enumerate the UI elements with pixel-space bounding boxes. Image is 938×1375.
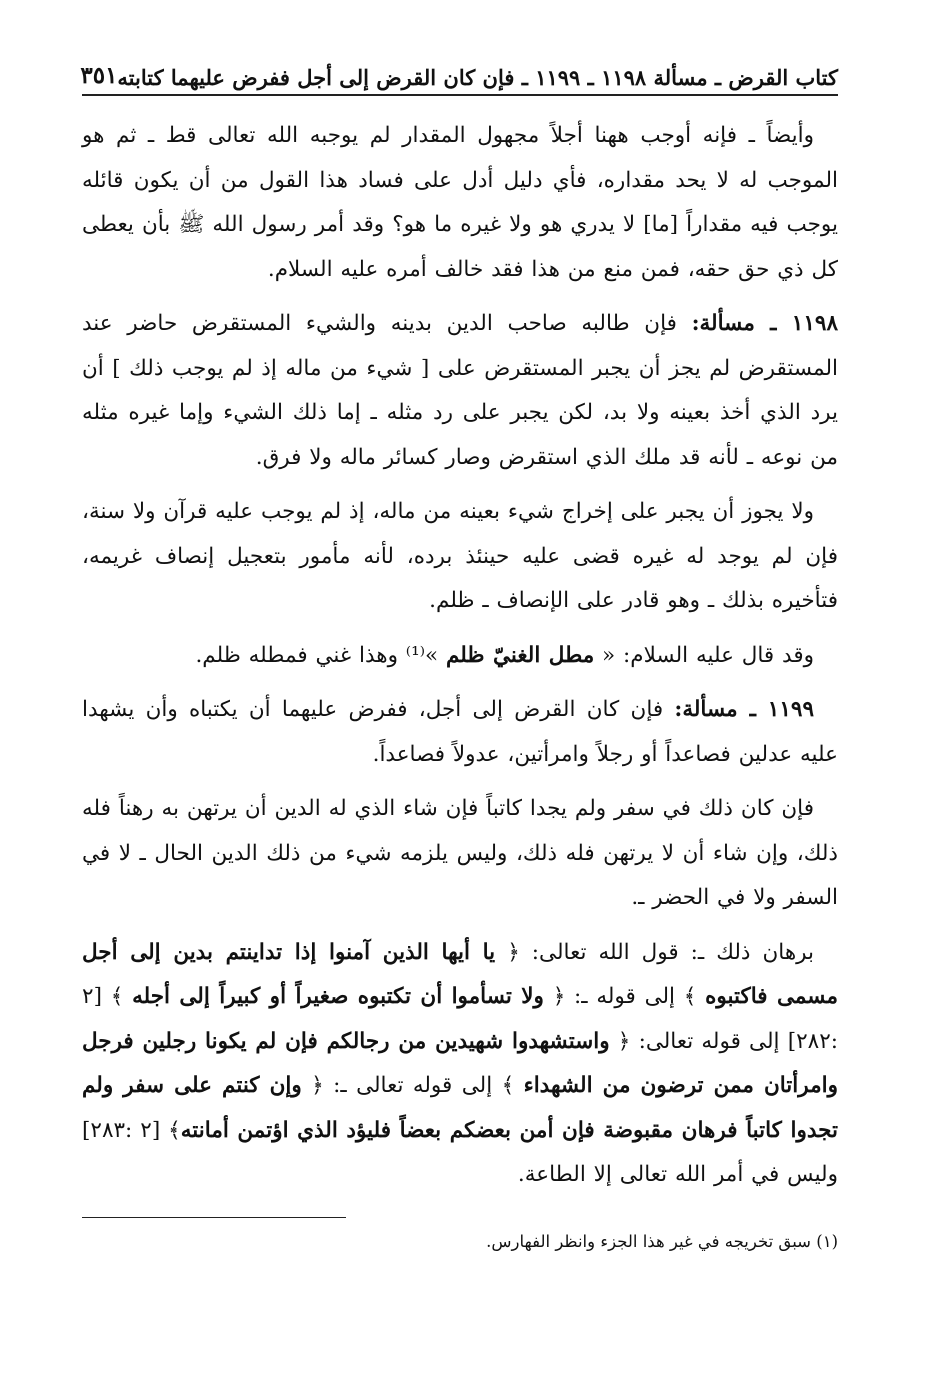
proof-part-a: برهان ذلك ـ: قول الله تعالى: ﴿	[495, 939, 814, 965]
running-header	[82, 48, 838, 96]
header-title: كتاب القرض ـ مسألة ١١٩٨ ـ ١١٩٩ ـ فإن كان القرض إلى أجل ففرض عليهما كتابته	[117, 64, 838, 90]
hadith-outro: »⁽¹⁾ وهذا غني فمطله ظلم.	[195, 642, 446, 668]
quran-verse-2: ولا تسأموا أن تكتبوه صغيراً أو كبيراً إلى أجله	[132, 984, 544, 1009]
footnote: (١) سبق تخريجه في غير هذا الجزء وانظر الفهارس.	[486, 1232, 838, 1251]
proof-part-c: ﴾ [٢ :٢٨٢] إلى قوله تعالى: ﴿	[82, 984, 838, 1054]
issue-1198-label: ١١٩٨ ـ مسألة:	[691, 311, 838, 336]
paragraph-issue-1199	[82, 688, 838, 777]
body-text	[82, 114, 838, 1198]
book-page	[80, 48, 839, 1251]
issue-1198-text: فإن طالبه صاحب الدين بدينه والشيء المستقرض حاضر عند المستقرض لم يجز أن يجبر المستقرض على [ شيء من ماله إذ لم يوجب ذلك ] أن يرد الذي أخذ بعينه ولا بد، لكن يجبر على رد مثله ـ إما ذلك الشيء وإما غيره مثله من نوعه ـ لأنه قد ملك الذي استقرض وصار كسائر ماله ولا فرق.	[82, 311, 838, 470]
paragraph-6-text: فإن كان ذلك في سفر ولم يجدا كاتباً فإن شاء الذي له الدين أن يرتهن به رهناً فله ذلك، وإن شاء أن لا يرتهن فله ذلك، وليس يلزمه شيء من ذلك الدين الحال ـ لا في السفر ولا في الحضر ـ.	[82, 796, 838, 910]
paragraph-1-text: وأيضاً ـ فإنه أوجب ههنا أجلاً مجهول المقدار لم يوجبه الله تعالى قط ـ ثم هو الموجب له لا يحد مقداره، فأي دليل أدل على فساد هذا القول من أن يكون قائله يوجب فيه مقداراً [ما] لا يدري هو ولا غيره ما هو؟ وقد أمر رسول الله ﷺ بأن يعطى كل ذي حق حقه، فمن منع من هذا فقد خالف أمره عليه السلام.	[82, 123, 838, 282]
paragraph-hadith	[82, 634, 838, 679]
quran-verse-3: واستشهدوا شهيدين من رجالكم فإن لم يكونا رجلين فرجل وامرأتان ممن ترضون من الشهداء	[82, 1028, 838, 1098]
quran-verse-4: وإن كنتم على سفر ولم تجدوا كاتباً فرهان مقبوضة فإن أمن بعضكم بعضاً فليؤد الذي اؤتمن أمانته	[82, 1073, 839, 1143]
issue-1199-label: ١١٩٩ ـ مسألة:	[674, 697, 814, 722]
page-number: ٣٥١	[80, 62, 118, 90]
hadith-intro: وقد قال عليه السلام: «	[594, 642, 814, 668]
paragraph-3	[82, 490, 838, 624]
paragraph-6	[82, 787, 838, 921]
quran-verse-1: يا أيها الذين آمنوا إذا تداينتم بدين إلى أجل مسمى فاكتبوه	[82, 939, 839, 1009]
paragraph-issue-1198	[82, 302, 838, 480]
hadith-quote: مطل الغنيّ ظلم	[445, 642, 595, 668]
footnote-separator	[82, 1217, 346, 1218]
paragraph-3-text: ولا يجوز أن يجبر على إخراج شيء بعينه من ماله، إذ لم يوجب عليه قرآن ولا سنة، فإن لم يوجد له غيره قضى عليه حينئذ برده، لأنه مأمور بتعجيل إنصاف غريمه، فتأخيره بذلك ـ وهو قادر على الإنصاف ـ ظلم.	[82, 499, 838, 613]
paragraph-proof	[82, 931, 838, 1198]
issue-1199-text: فإن كان القرض إلى أجل، ففرض عليهما أن يكتباه وأن يشهدا عليه عدلين فصاعداً أو رجلاً وامرأتين، عدولاً فصاعداً.	[82, 697, 838, 767]
paragraph-1	[82, 114, 838, 292]
proof-part-e: ﴾ [٢ :٢٨٣] وليس في أمر الله تعالى إلا الطاعة.	[82, 1117, 838, 1187]
proof-part-d: ﴾ إلى قوله تعالى ـ: ﴿	[301, 1073, 524, 1098]
proof-part-b: ﴾ إلى قوله ـ: ﴿	[543, 984, 706, 1009]
